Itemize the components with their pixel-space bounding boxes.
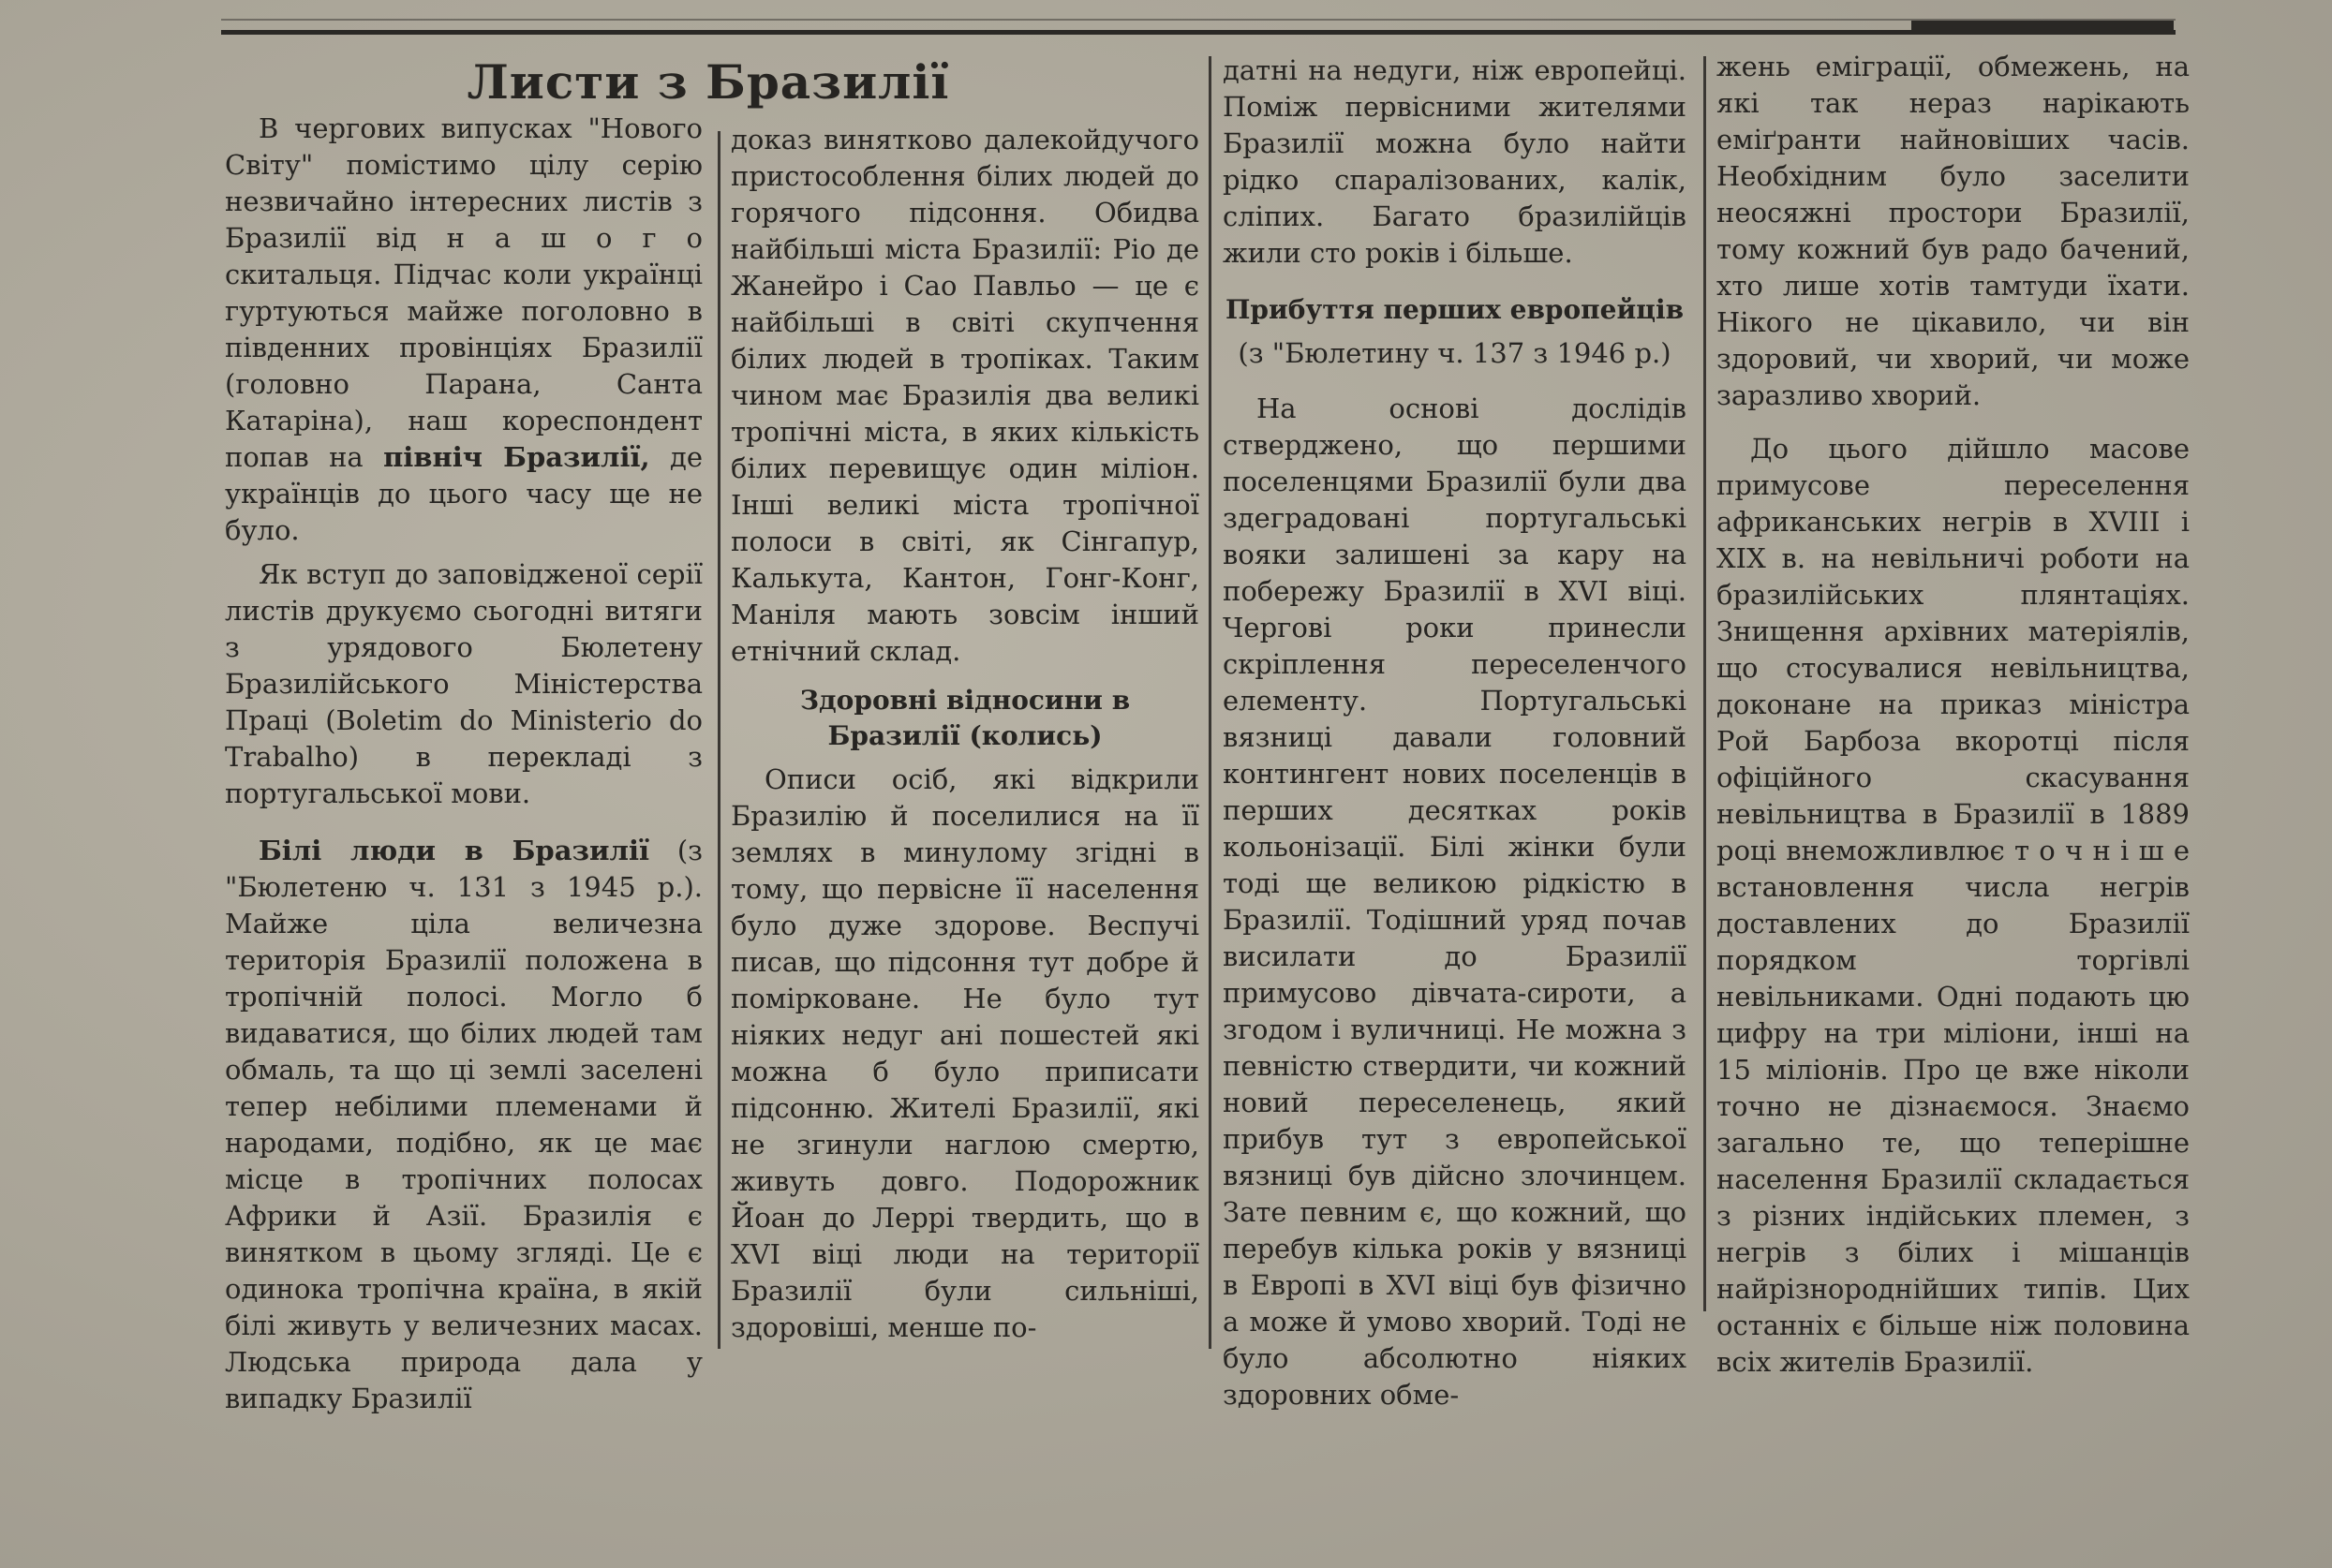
text: В чергових випусках "Нового Світу" помістимо цілу серію незвичайно інтересних листів з Бразилії від н а ш о г о скитальця. Підчас коли українці гуртуються майже поголовно в південних провінціях Бразилії (головно Парана, Санта Катаріна), наш кореспондент попав на (225, 112, 703, 473)
paragraph (225, 833, 703, 1417)
column-divider (1703, 56, 1706, 1311)
top-rule-thick (1911, 21, 2174, 31)
article-title: Листи з Бразилії (467, 54, 950, 110)
column-2 (731, 122, 1199, 1354)
column-3 (1223, 52, 1686, 1421)
section-heading: Здоровні відносини в Бразилії (колись) (799, 685, 1131, 751)
section-heading-inline: Білі люди в Бразилії (259, 835, 649, 866)
column-divider (718, 131, 720, 1349)
paragraph: На основі дослідів стверджено, що першими поселенцями Бразилії були два здеградовані португальські вояки залишені за кару на побережу Бразилії в XVI віці. Чергові роки принесли скріплення переселенчого елементу. Португальські вязниці давали головний контингент нових поселенців в перших десятках років кольонізації. Білі жінки були тоді ще великою рідкістю в Бразилії. Тодішний уряд почав висилати до Бразилії примусово дівчата-сироти, а згодом і вуличниці. Не можна з певністю ствердити, чи кожний новий переселенець, який прибув тут з европейської вязниці був дійсно злочинцем. Зате певним є, що кожний, що перебув кілька років у вязниці в Европі в XVI віці був фізично а може й умово хворий. Тоді не було абсолютно ніяких здоровних обме- (1223, 392, 1686, 1411)
column-4 (1716, 49, 2190, 1388)
paragraph: Описи осіб, які відкрили Бразилію й поселилися на її землях в минулому згідні в тому, що первісне її населення було дуже здорове. Веспучі писав, що підсоння тут добре й помірковане. Не було тут ніяких недуг ані пошестей які можна б було приписати підсонню. Жителі Бразилії, які не згинули наглою смертю, живуть довго. Подорожник Йоан до Леррі твердить, що в XVI віці люди на території Бразилії були сильніші, здоровіші, менше по- (731, 763, 1199, 1343)
paragraph: Як вступ до заповідженої серії листів друкуємо сьогодні витяги з урядового Бюлетену Бразилійського Міністерства Праці (Boletim do Ministerio do Trabalho) в перекладі з португальської мови. (225, 558, 703, 809)
paragraph: датні на недуги, ніж европейці. Поміж первісними жителями Бразилії можна було найти рідко спаралізованих, калік, сліпих. Багато бразилійців жили сто років і більше. (1223, 54, 1686, 269)
top-rule (221, 30, 2176, 35)
top-header-strip (221, 0, 2176, 21)
column-divider (1209, 56, 1211, 1349)
paragraph: доказ винятково далекойдучого пристособлення білих людей до горячого підсоння. Обидва найбільші міста Бразилії: Ріо де Жанейро і Сао Павльо — це є найбільші в світі скупчення білих людей в тропіках. Таким чином має Бразилія два великі тропічні міста, в яких кількість білих перевищує один міліон. Інші великі міста тропічної полоси в світі, як Сінгапур, Калькута, Кантон, Гонг-Конг, Маніля мають зовсім інший етнічний склад. (731, 124, 1199, 667)
section-heading: Прибуття перших европейців (1225, 294, 1685, 325)
section-subheading: (з "Бюлетину ч. 137 з 1946 р.) (1238, 337, 1671, 369)
paragraph (225, 111, 703, 549)
bold-text: північ Бразилії, (383, 441, 650, 473)
text: (з "Бюлетеню ч. 131 з 1945 р.). Майже ціла величезна територія Бразилії положена в тропічній полосі. Могло б видаватися, що білих людей там обмаль, та що ці землі заселені тепер небілими племенами й народами, подібно, як це має місце в тропічних полосах Африки й Азії. Бразилія є винятком в цьому згляді. Це є одинока тропічна країна, в якій білі живуть у величезних масах. Людська природа дала у випадку Бразилії (225, 835, 703, 1414)
text: де українців до цього часу ще не було. (225, 441, 704, 546)
paragraph: До цього дійшло масове примусове переселення африканських негрів в XVIII і XIX в. на невільничі роботи на бразилійських плянтаціях. Знищення архівних матеріялів, що стосувалися невільництва, доконане на приказ міністра Рой Барбоза вкоротці після офіційного скасування невільництва в Бразилії в 1889 році внеможливлює т о ч н і ш е встановлення числа негрів доставлених до Бразилії порядком торгівлі невільниками. Одні подають цю цифру на три міліони, інші на 15 міліонів. Про це вже ніколи точно не дізнаємося. Знаємо загально те, що теперішне населення Бразилії складається з різних індійських племен, з негрів з білих і мішанців найрізнороднійших типів. Цих останніх є більше ніж половина всіх жителів Бразилії. (1716, 433, 2190, 1378)
paragraph: жень еміграції, обмежень, на які так нераз нарікають еміґранти найновіших часів. Необхідним було заселити неосяжні простори Бразилії, тому кожний був радо бачений, хто лише хотів тамтуди їхати. Нікого не цікавило, чи він здоровий, чи хворий, чи може заразливо хворий. (1716, 51, 2190, 411)
column-1 (225, 111, 703, 1425)
